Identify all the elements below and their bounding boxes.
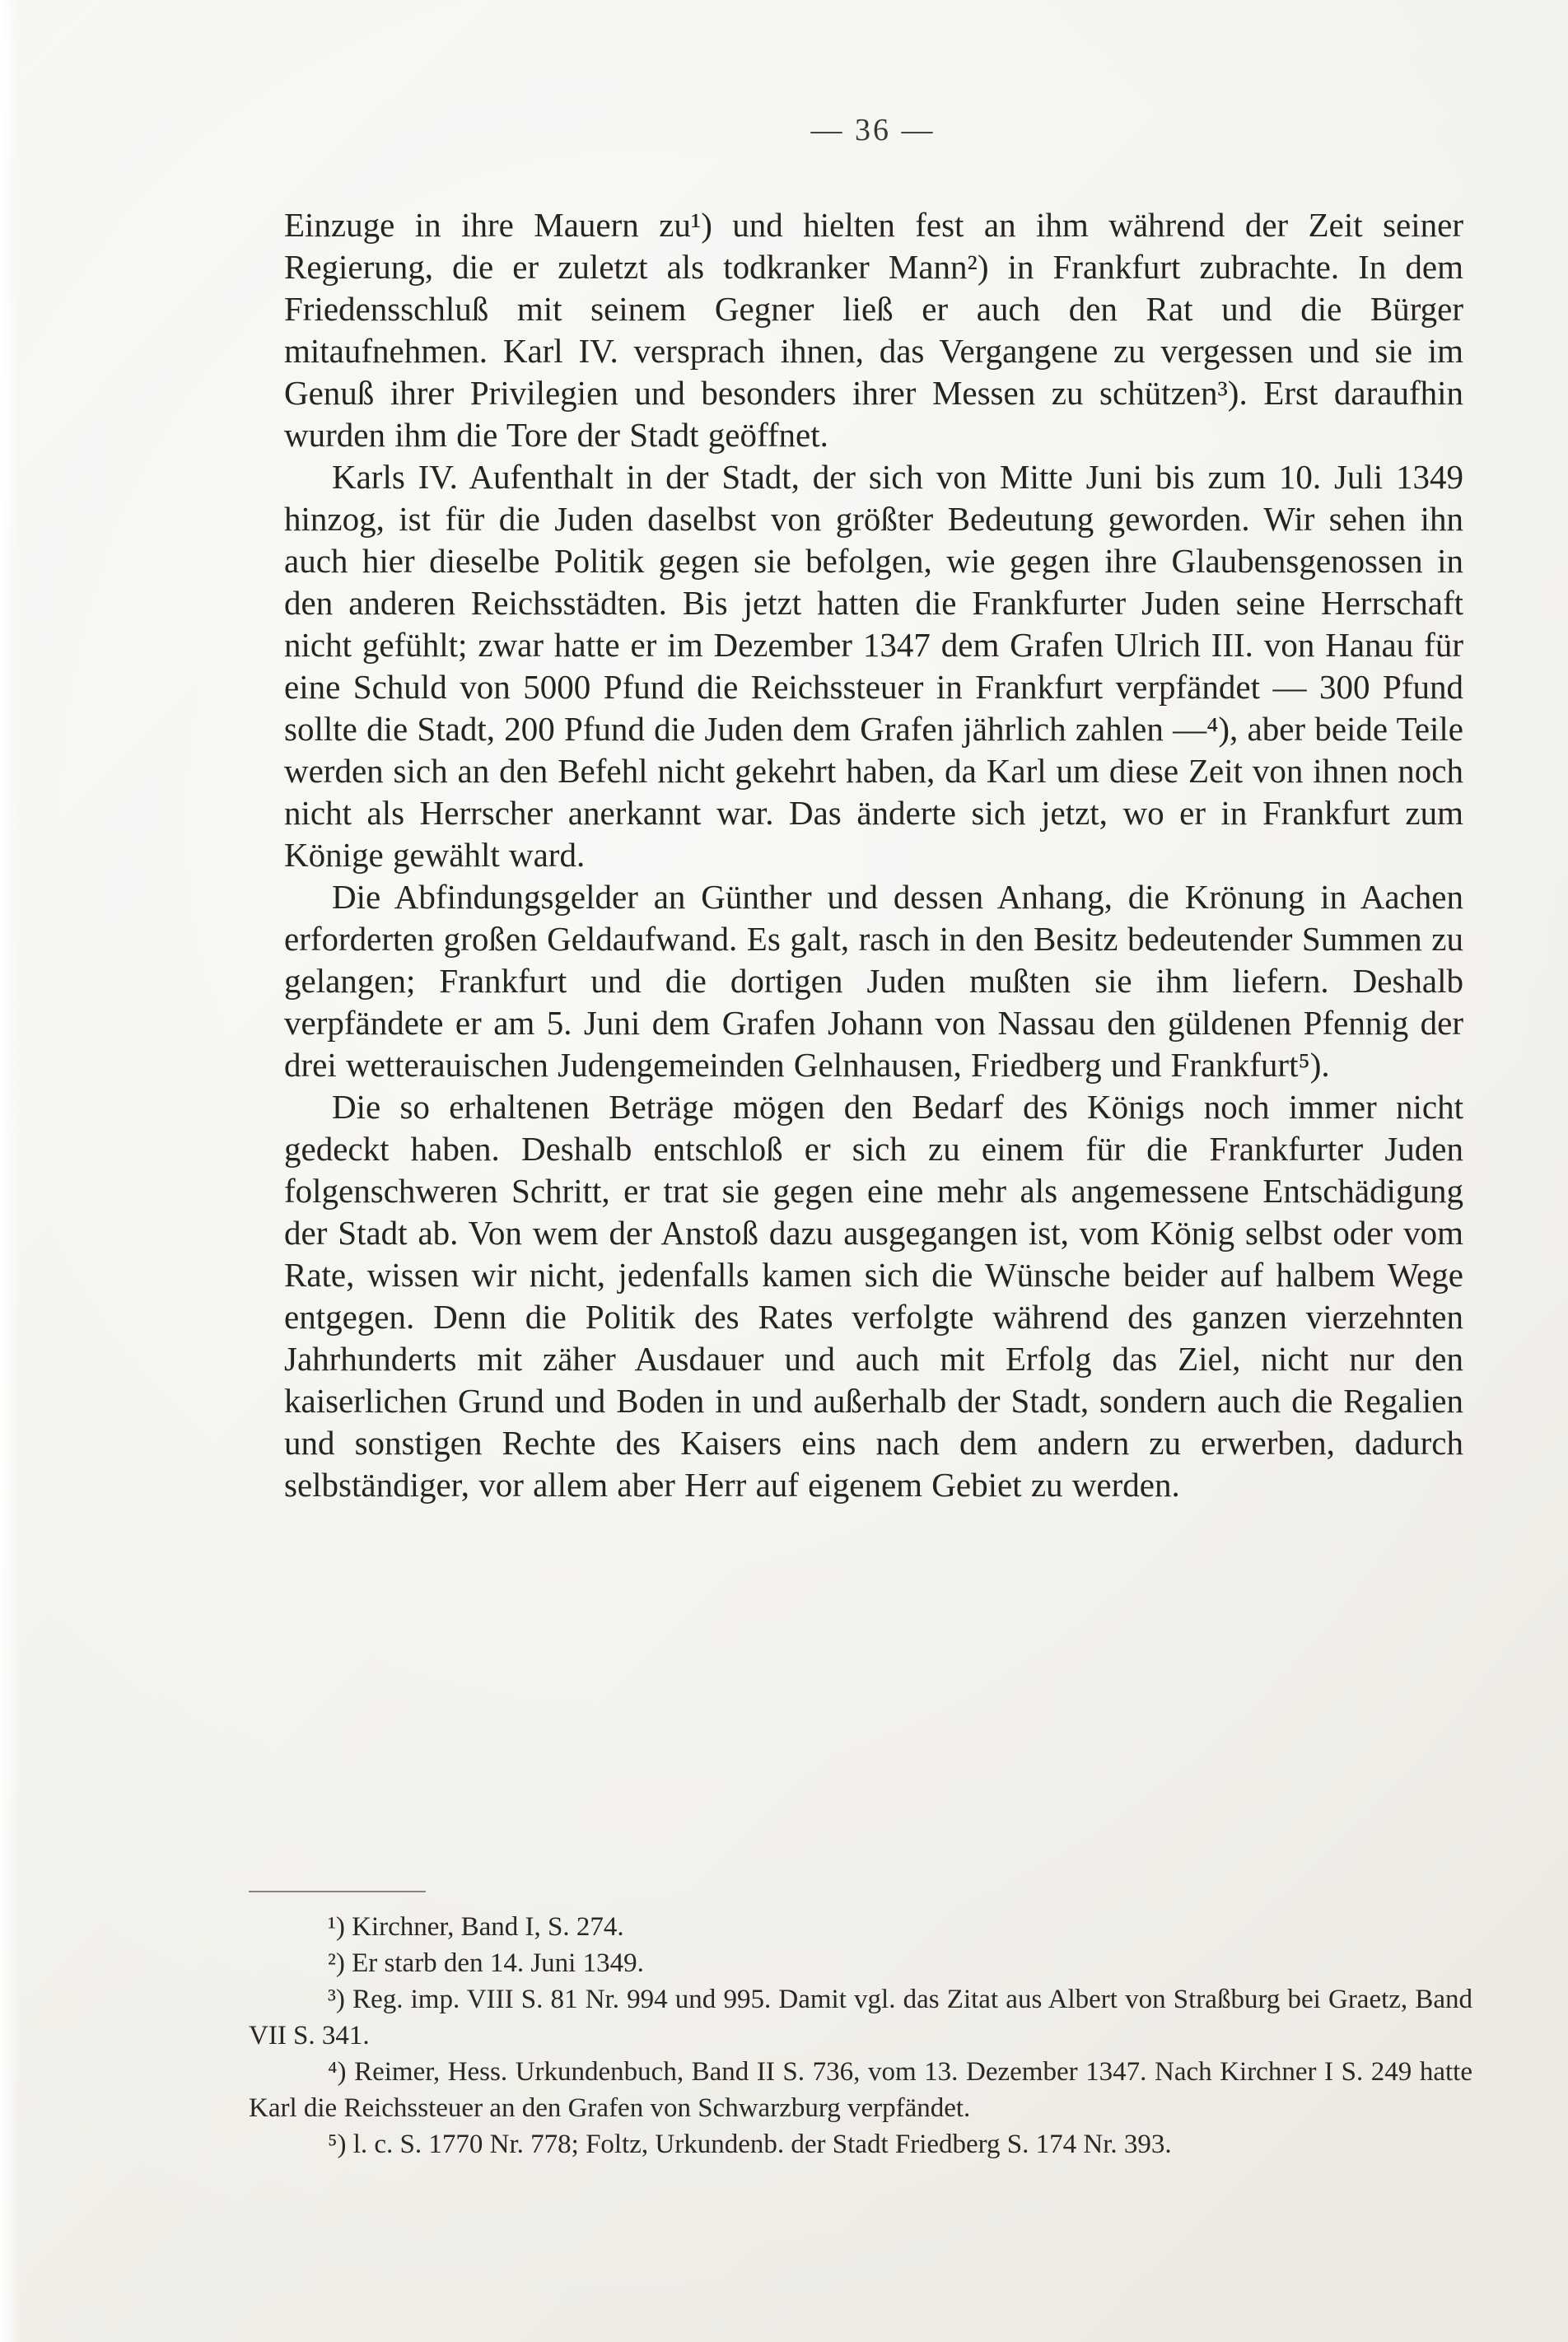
page-number: — 36 — — [810, 113, 936, 147]
footnote-separator — [249, 1891, 426, 1892]
paragraph-continuation: Einzuge in ihre Mauern zu¹) und hielten fest an ihm während der Zeit seiner Regierung, die er zuletzt als todkranker Mann²) in Frankfurt zubrachte. In dem Friedensschluß mit seinem Gegner ließ er auch den Rat und die Bürger mitaufnehmen. Karl IV. versprach ihnen, das Vergangene zu vergessen und sie im Genuß ihrer Privilegien und besonders ihrer Messen zu schützen³). Erst daraufhin wurden ihm die Tore der Stadt geöffnet. — [284, 206, 1463, 454]
footnotes-block — [249, 1909, 1472, 2162]
footnote: ¹) Kirchner, Band I, S. 274. — [328, 1912, 624, 1942]
paragraph: Die Abfindungsgelder an Günther und dessen Anhang, die Krönung in Aachen erforderten großen Geldaufwand. Es galt, rasch in den Besitz bedeutender Summen zu gelangen; Frankfurt und die dortigen Juden mußten sie ihm liefern. Deshalb verpfändete er am 5. Juni dem Grafen Johann von Nassau den güldenen Pfennig der drei wetterauischen Judengemeinden Gelnhausen, Friedberg und Frankfurt⁵). — [284, 878, 1463, 1084]
footnote: ²) Er starb den 14. Juni 1349. — [328, 1948, 644, 1978]
footnote: ⁴) Reimer, Hess. Urkundenbuch, Band II S. 736, vom 13. Dezember 1347. Nach Kirchner I S. 249 hatte Karl die Reichssteuer an den Grafen von Schwarzburg verpfändet. — [249, 2057, 1472, 2123]
scan-left-edge — [0, 0, 21, 2342]
body-text — [284, 204, 1463, 1506]
paragraph: Karls IV. Aufenthalt in der Stadt, der sich von Mitte Juni bis zum 10. Juli 1349 hinzog, ist für die Juden daselbst von größter Bedeutung geworden. Wir sehen ihn auch hier dieselbe Politik gegen sie befolgen, wie gegen ihre Glaubensgenossen in den anderen Reichsstädten. Bis jetzt hatten die Frankfurter Juden seine Herrschaft nicht gefühlt; zwar hatte er im Dezember 1347 dem Grafen Ulrich III. von Hanau für eine Schuld von 5000 Pfund die Reichssteuer in Frankfurt verpfändet — 300 Pfund sollte die Stadt, 200 Pfund die Juden dem Grafen jährlich zahlen —⁴), aber beide Teile werden sich an den Befehl nicht gekehrt haben, da Karl um diese Zeit von ihnen noch nicht als Herrscher anerkannt war. Das änderte sich jetzt, wo er in Frankfurt zum Könige gewählt ward. — [284, 458, 1463, 874]
footnote: ⁵) l. c. S. 1770 Nr. 778; Foltz, Urkundenb. der Stadt Friedberg S. 174 Nr. 393. — [328, 2130, 1172, 2159]
paragraph: Die so erhaltenen Beträge mögen den Bedarf des Königs noch immer nicht gedeckt haben. Deshalb entschloß er sich zu einem für die Frankfurter Juden folgenschweren Schritt, er trat sie gegen eine mehr als angemessene Entschädigung der Stadt ab. Von wem der Anstoß dazu ausgegangen ist, vom König selbst oder vom Rate, wissen wir nicht, jedenfalls kamen sich die Wünsche beider auf halbem Wege entgegen. Denn die Politik des Rates verfolgte während des ganzen vierzehnten Jahrhunderts mit zäher Ausdauer und auch mit Erfolg das Ziel, nicht nur den kaiserlichen Grund und Boden in und außerhalb der Stadt, sondern auch die Regalien und sonstigen Rechte des Kaisers eins nach dem andern zu erwerben, dadurch selbständiger, vor allem aber Herr auf eigenem Gebiet zu werden. — [284, 1088, 1463, 1504]
footnote: ³) Reg. imp. VIII S. 81 Nr. 994 und 995. Damit vgl. das Zitat aus Albert von Straßburg bei Graetz, Band VII S. 341. — [249, 1985, 1472, 2050]
